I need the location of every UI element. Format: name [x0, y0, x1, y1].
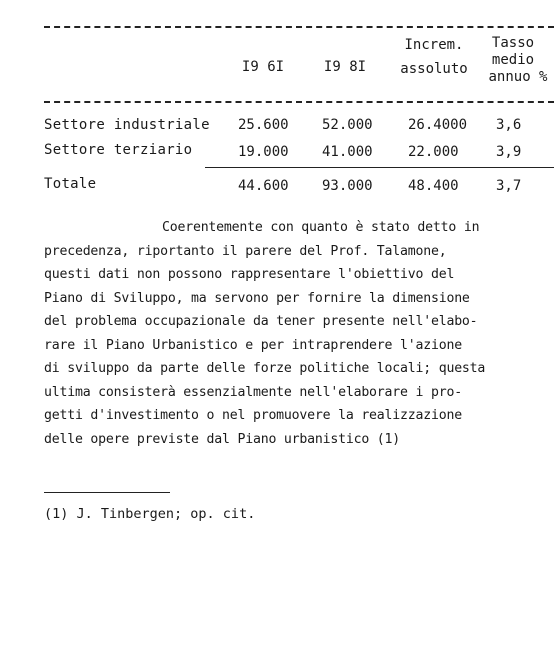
total-1981: 93.000 — [322, 178, 373, 194]
paragraph-line: del problema occupazionale da tener presente nell'elabo- — [44, 314, 478, 329]
row1-tasso: 3,6 — [496, 117, 522, 133]
paragraph-line: Coerentemente con quanto è stato detto in — [162, 220, 480, 235]
row2-1961: 19.000 — [238, 144, 289, 160]
total-tasso: 3,7 — [496, 178, 522, 194]
row2-1981: 41.000 — [322, 144, 373, 160]
table-total-rule — [205, 167, 554, 168]
header-increment-line2: assoluto — [400, 61, 468, 77]
row1-1961: 25.600 — [238, 117, 289, 133]
row1-1981: 52.000 — [322, 117, 373, 133]
header-increment-line1: Increm. — [404, 37, 464, 53]
row2-tasso: 3,9 — [496, 144, 522, 160]
footnote-separator — [44, 492, 170, 493]
header-1981: I9 8I — [323, 59, 367, 75]
header-rate-line3: annuo % — [488, 69, 548, 85]
header-rate-line2: medio — [491, 52, 535, 68]
table-header-rule — [44, 101, 554, 103]
paragraph-line: delle opere previste dal Piano urbanistico (1) — [44, 431, 401, 447]
row-label-industriale: Settore industriale — [44, 117, 210, 133]
table-top-rule — [44, 26, 554, 28]
paragraph-line: di sviluppo da parte delle forze politiche locali; questa — [44, 361, 486, 376]
header-1961: I9 6I — [241, 59, 285, 75]
row-label-terziario: Settore terziario — [44, 142, 193, 158]
header-rate-line1: Tasso — [491, 35, 535, 51]
row1-incremento: 26.4000 — [408, 117, 468, 133]
paragraph-line: questi dati non possono rappresentare l'obiettivo del — [44, 267, 455, 282]
paragraph-line: ultima consisterà essenzialmente nell'elaborare i pro- — [44, 384, 462, 400]
row2-incremento: 22.000 — [408, 144, 459, 160]
total-incremento: 48.400 — [408, 178, 459, 194]
paragraph-line: getti d'investimento o nel promuovere la realizzazione — [44, 408, 462, 423]
paragraph-line: Piano di Sviluppo, ma servono per fornire la dimensione — [44, 290, 470, 306]
paragraph-line: precedenza, riportanto il parere del Prof. Talamone, — [44, 243, 447, 259]
paragraph-line: rare il Piano Urbanistico e per intraprendere l'azione — [44, 337, 462, 353]
total-1961: 44.600 — [238, 178, 289, 194]
body-paragraph — [44, 216, 544, 451]
total-label: Totale — [44, 176, 97, 192]
footnote: (1) J. Tinbergen; op. cit. — [44, 506, 256, 522]
